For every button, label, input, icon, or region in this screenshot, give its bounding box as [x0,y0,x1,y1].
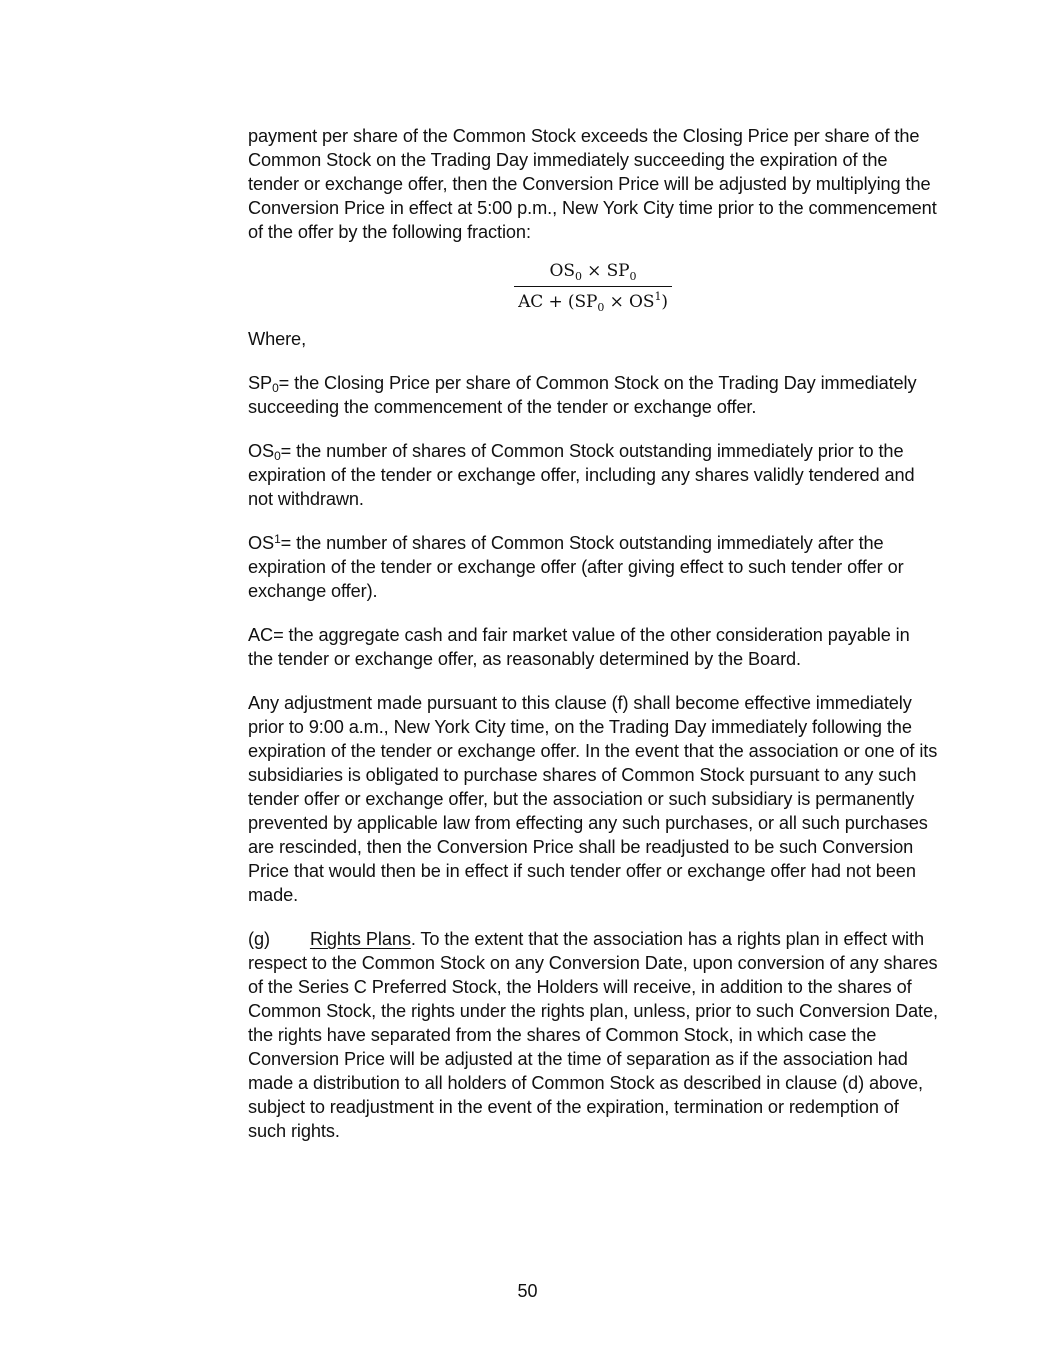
formula-den-times: × [609,292,624,312]
where-label: Where, [248,329,307,349]
definition-ac [248,623,938,671]
formula-sp-sub: 0 [629,270,637,283]
formula-times: × [587,261,602,281]
intro-paragraph: payment per share of the Common Stock exceeds the Closing Price per share of the Common Stock on the Trading Day immediately succeeding the expiration of the tender or exchange offer, then the Conversion Price will be adjusted by multiplying the Conversion Price in effect at 5:00 p.m., New York City time prior to the commencement of the offer by the following fraction: [248,126,937,242]
definition-term: OS [248,533,275,553]
definition-text: = the aggregate cash and fair market value of the other consideration payable in the tender or exchange offer, as reasonably determined by the Board. [248,625,910,669]
definition-subscript: 0 [274,449,281,463]
section-text: . To the extent that the association has a rights plan in effect with respect to the Common Stock on any Conversion Date, upon conversion of any shares of the Series C Preferred Stock, the Holders will receive, in addition to the shares of Common Stock, the rights under the rights plan, unless, prior to such Conversion Date, the rights have separated from the shares of Common Stock, in which case the Conversion Price will be adjusted at the time of separation as if the association had made a distribution to all holders of Common Stock as described in clause (d) above, subject to readjustment in the event of the expiration, termination or redemption of such rights. [248,929,938,1141]
definition-text: = the number of shares of Common Stock outstanding immediately after the expiration of the tender or exchange offer (after giving effect to such tender offer or exchange offer). [248,533,904,601]
formula-os-sub: 0 [574,270,582,283]
formula-den-os-sup: 1 [654,290,662,303]
definition-term: SP [248,373,273,393]
conversion-fraction [248,260,938,313]
adjustment-paragraph: Any adjustment made pursuant to this clause (f) shall become effective immediately prior to 9:00 a.m., New York City time, on the Trading Day immediately following the expiration of the tender or exchange offer. In the event that the association or one of its subsidiaries is obligated to purchase shares of Common Stock pursuant to any such tender offer or exchange offer, but the association or such subsidiary is permanently prevented by applicable law from effecting any such purchases, or all such purchases are rescinded, then the Conversion Price shall be readjusted to be such Conversion Price that would then be in effect if such tender offer or exchange offer had not been made. [248,693,938,905]
formula-close-paren: ) [661,292,668,312]
definition-sp0 [248,371,938,419]
formula-os: OS [549,261,575,281]
definition-os1 [248,531,938,603]
definition-term: OS [248,441,275,461]
section-heading: Rights Plans [309,929,411,949]
document-page [248,124,938,1143]
formula-sp: SP [606,261,630,281]
definition-text: = the Closing Price per share of Common Stock on the Trading Day immediately succeeding the commencement of the tender or exchange offer. [248,373,917,417]
definition-subscript: 0 [272,381,279,395]
definition-text: = the number of shares of Common Stock outstanding immediately prior to the expiration of the tender or exchange offer, including any shares validly tendered and not withdrawn. [248,441,915,509]
formula-den-sp-sub: 0 [597,301,605,314]
fraction-denominator [514,287,672,313]
definition-os0 [248,439,938,511]
page-number: 50 [517,1281,538,1301]
definition-term: AC [248,625,274,645]
definition-superscript: 1 [274,532,281,546]
fraction-numerator [514,260,672,287]
section-g-paragraph [248,927,938,1143]
section-label: (g) [248,929,270,949]
formula-ac: AC + (SP [518,292,598,312]
fraction [514,260,672,313]
formula-den-os: OS [629,292,655,312]
